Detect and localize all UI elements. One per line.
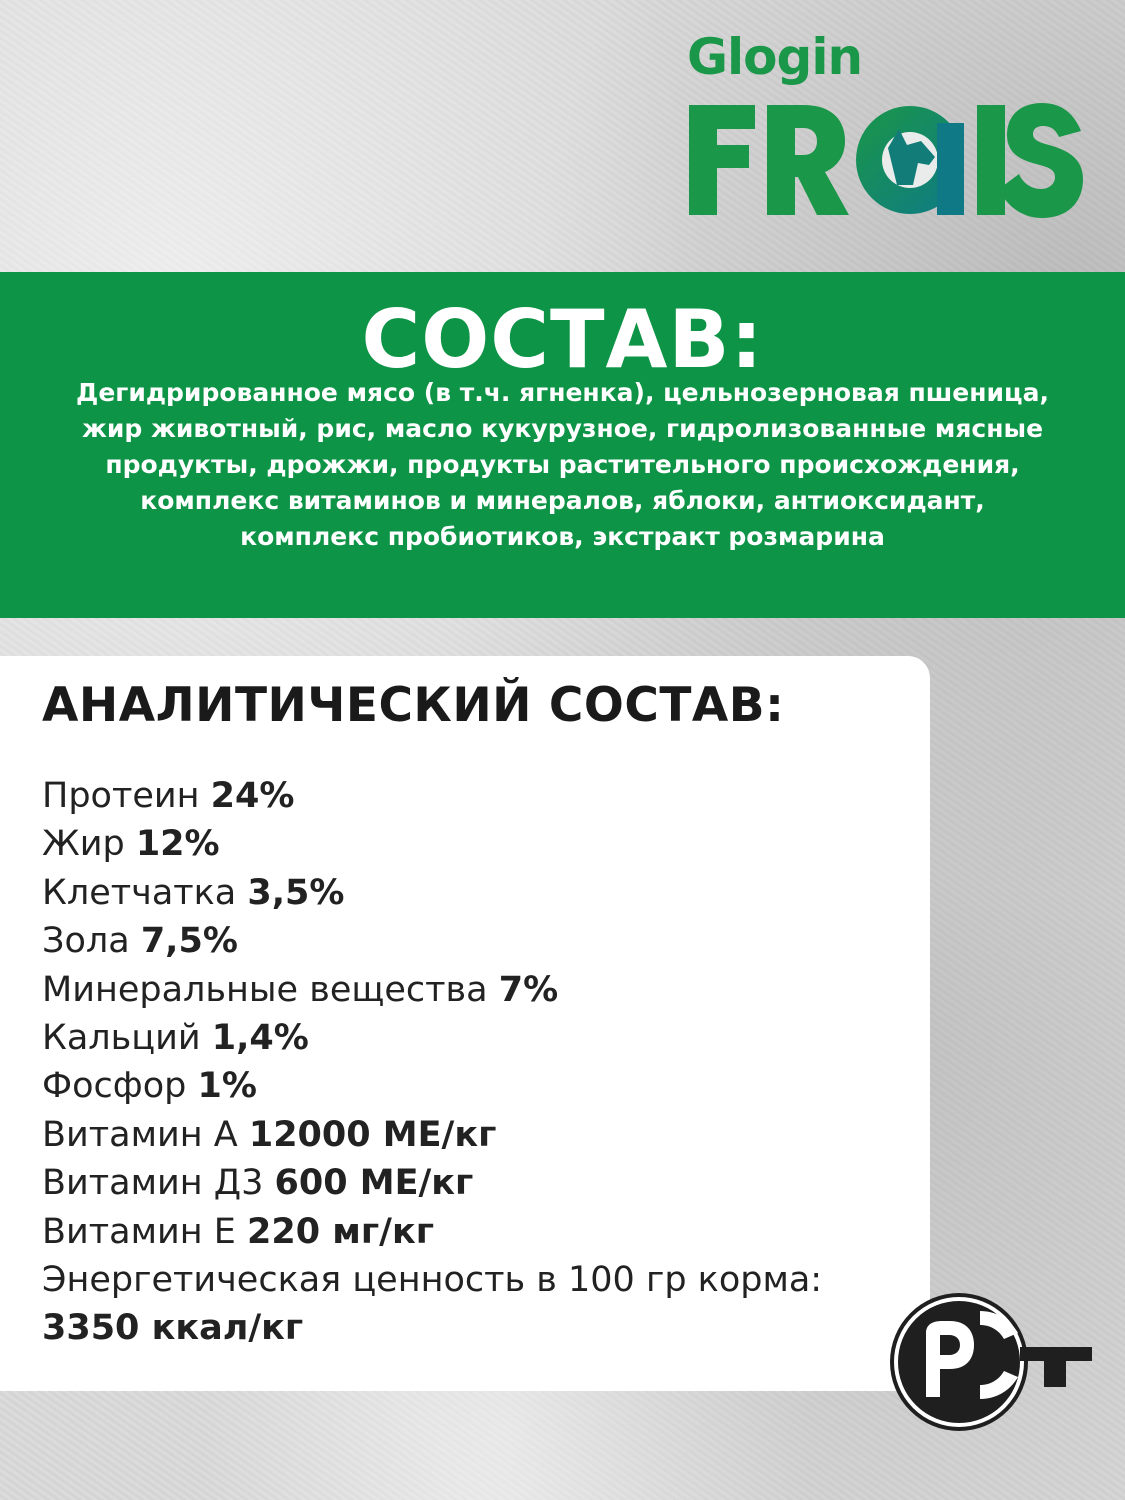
composition-title: СОСТАВ: — [361, 293, 764, 386]
analytical-item-vitamin-d3: Витамин Д3 600 МЕ/кг — [42, 1163, 474, 1204]
analytical-item-calcium: Кальций 1,4% — [42, 1018, 309, 1059]
analytical-item-ash: Зола 7,5% — [42, 921, 238, 962]
brand-logo — [657, 28, 1087, 218]
analytical-item-vitamin-a: Витамин А 12000 МЕ/кг — [42, 1114, 497, 1155]
analytical-item-energy-value: 3350 ккал/кг — [42, 1308, 304, 1349]
analytical-list — [42, 772, 822, 1353]
analytical-item-energy-label: Энергетическая ценность в 100 гр корма: — [42, 1260, 823, 1301]
analytical-item-vitamin-e: Витамин Е 220 мг/кг — [42, 1211, 434, 1252]
analytical-item-protein: Протеин 24% — [42, 776, 295, 816]
gost-certification-icon — [886, 1289, 1094, 1435]
analytical-item-phosphorus: Фосфор 1% — [42, 1066, 257, 1107]
analytical-item-fiber: Клетчатка 3,5% — [42, 872, 345, 913]
logo-glogin-text: Glogin — [687, 28, 863, 86]
analytical-item-minerals: Минеральные вещества 7% — [42, 969, 559, 1010]
logo-frais-wordmark — [685, 93, 1085, 218]
composition-text: Дегидрированное мясо (в т.ч. ягненка), цельнозерновая пшеница, жир животный, рис, масло кукурузное, гидролизованные мясные продукты, дрожжи, продукты растительного происхождения, комплекс витаминов и минералов, яблоки, антиоксидант, комплекс пробиотиков, экстракт розмарина — [76, 378, 1049, 551]
analytical-title: АНАЛИТИЧЕСКИЙ СОСТАВ: — [42, 678, 785, 733]
analytical-item-fat: Жир 12% — [42, 824, 220, 865]
